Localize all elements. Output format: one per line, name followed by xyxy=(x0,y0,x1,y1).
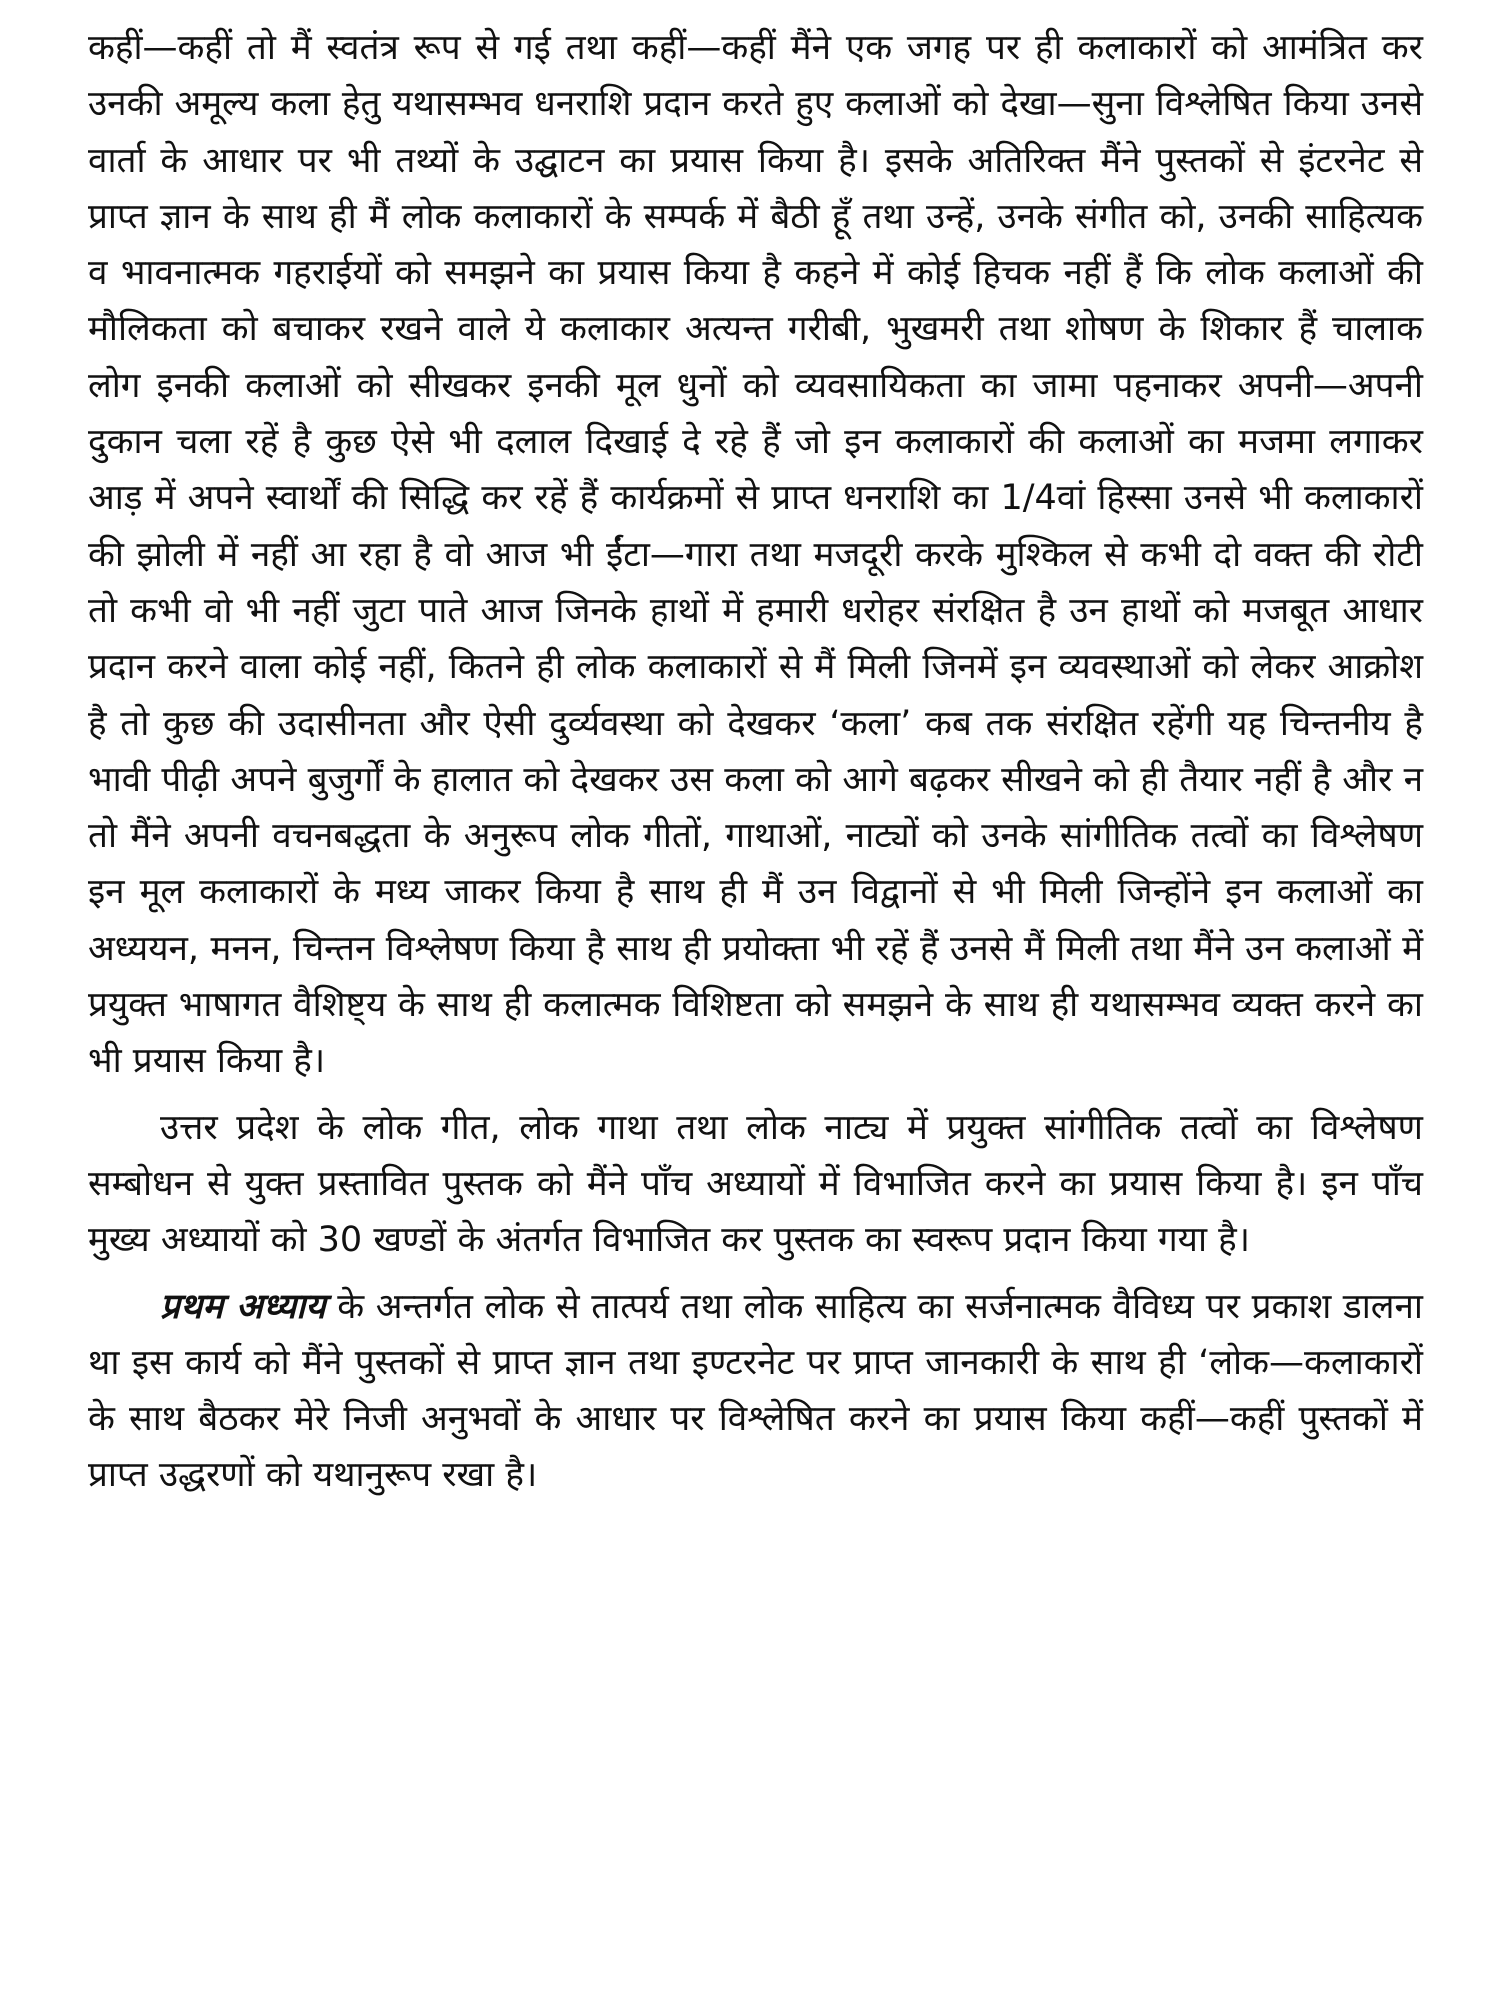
chapter-heading-inline: प्रथम अध्याय xyxy=(160,1286,326,1327)
paragraph-first-chapter xyxy=(88,1279,1423,1504)
paragraph-first-chapter-text: के अन्तर्गत लोक से तात्पर्य तथा लोक साहित्य का सर्जनात्मक वैविध्य पर प्रकाश डालना था इस कार्य को मैंने पुस्तकों से प्राप्त ज्ञान तथा इण्टरनेट पर प्राप्त जानकारी के साथ ही ‘लोक—कलाकारों के साथ बैठकर मेरे निजी अनुभवों के आधार पर विश्लेषित करने का प्रयास किया कहीं—कहीं पुस्तकों में प्राप्त उद्धरणों को यथानुरूप रखा है। xyxy=(88,1286,1423,1496)
paragraph-book-structure: उत्तर प्रदेश के लोक गीत, लोक गाथा तथा लोक नाट्य में प्रयुक्त सांगीतिक तत्वों का विश्लेषण सम्बोधन से युक्त प्रस्तावित पुस्तक को मैंने पाँच अध्यायों में विभाजित करने का प्रयास किया है। इन पाँच मुख्य अध्यायों को 30 खण्डों के अंतर्गत विभाजित कर पुस्तक का स्वरूप प्रदान किया गया है। xyxy=(88,1107,1423,1261)
document-page xyxy=(88,20,1423,1504)
paragraph-continuation: कहीं—कहीं तो मैं स्वतंत्र रूप से गई तथा कहीं—कहीं मैंने एक जगह पर ही कलाकारों को आमंत्रित कर उनकी अमूल्य कला हेतु यथासम्भव धनराशि प्रदान करते हुए कलाओं को देखा—सुना विश्लेषित किया उनसे वार्ता के आधार पर भी तथ्यों के उद्घाटन का प्रयास किया है। इसके अतिरिक्त मैंने पुस्तकों से इंटरनेट से प्राप्त ज्ञान के साथ ही मैं लोक कलाकारों के सम्पर्क में बैठी हूँ तथा उन्हें, उनके संगीत को, उनकी साहित्यक व भावनात्मक गहराईयों को समझने का प्रयास किया है कहने में कोई हिचक नहीं हैं कि लोक कलाओं की मौलिकता को बचाकर रखने वाले ये कलाकार अत्यन्त गरीबी, भुखमरी तथा शोषण के शिकार हैं चालाक लोग इनकी कलाओं को सीखकर इनकी मूल धुनों को व्यवसायिकता का जामा पहनाकर अपनी—अपनी दुकान चला रहें है कुछ ऐसे भी दलाल दिखाई दे रहे हैं जो इन कलाकारों की कलाओं का मजमा लगाकर आड़ में अपने स्वार्थों की सिद्धि कर रहें हैं कार्यक्रमों से प्राप्त धनराशि का 1/4वां हिस्सा उनसे भी कलाकारों की झोली में नहीं आ रहा है वो आज भी ईंटा—गारा तथा मजदूरी करके मुश्किल से कभी दो वक्त की रोटी तो कभी वो भी नहीं जुटा पाते आज जिनके हाथों में हमारी धरोहर संरक्षित है उन हाथों को मजबूत आधार प्रदान करने वाला कोई नहीं, कितने ही लोक कलाकारों से मैं मिली जिनमें इन व्यवस्थाओं को लेकर आक्रोश है तो कुछ की उदासीनता और ऐसी दुर्व्यवस्था को देखकर ‘कला’ कब तक संरक्षित रहेंगी यह चिन्तनीय है भावी पीढ़ी अपने बुजुर्गों के हालात को देखकर उस कला को आगे बढ़कर सीखने को ही तैयार नहीं है और न तो मैंने अपनी वचनबद्धता के अनुरूप लोक गीतों, गाथाओं, नाट्यों को उनके सांगीतिक तत्वों का विश्लेषण इन मूल कलाकारों के मध्य जाकर किया है साथ ही मैं उन विद्वानों से भी मिली जिन्होंने इन कलाओं का अध्ययन, मनन, चिन्तन विश्लेषण किया है साथ ही प्रयोक्ता भी रहें हैं उनसे मैं मिली तथा मैंने उन कलाओं में प्रयुक्त भाषागत वैशिष्ट्य के साथ ही कलात्मक विशिष्टता को समझने के साथ ही यथासम्भव व्यक्त करने का भी प्रयास किया है। xyxy=(88,28,1423,1082)
